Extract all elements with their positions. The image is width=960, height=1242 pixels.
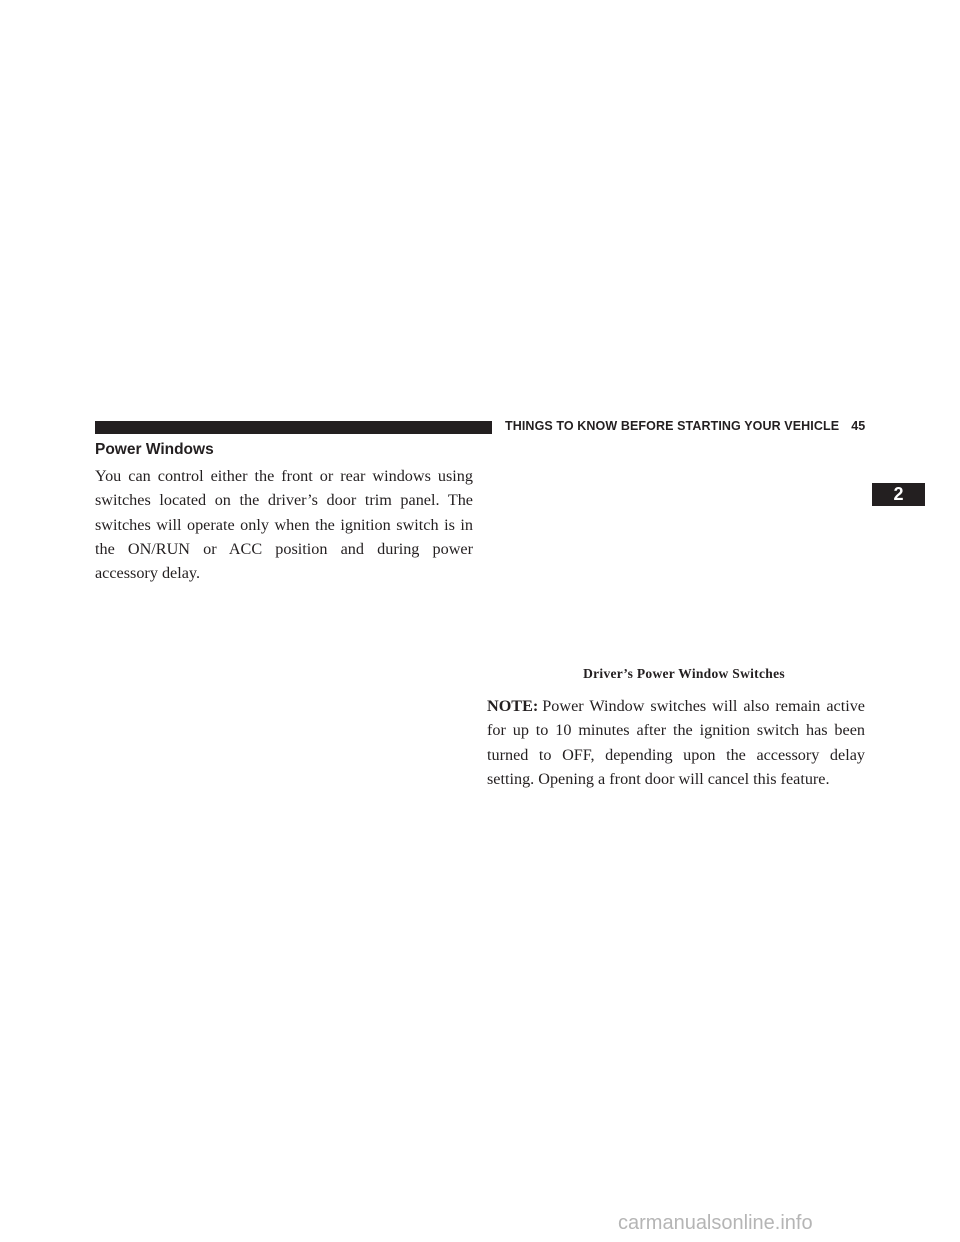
- running-header-title: THINGS TO KNOW BEFORE STARTING YOUR VEHICLE: [505, 419, 840, 433]
- note-label: NOTE:: [487, 697, 539, 715]
- note-text: Power Window switches will also remain active for up to 10 minutes after the ignition switch has been turned to OFF, depending upon the accessory delay setting. Opening a front door will cancel this feature.: [487, 697, 865, 788]
- page-number: 45: [851, 419, 866, 433]
- chapter-tab: 2: [872, 483, 925, 506]
- watermark-link[interactable]: carmanualsonline.info: [618, 1212, 813, 1234]
- note-paragraph: [487, 694, 865, 791]
- section-heading: Power Windows: [95, 441, 214, 458]
- running-header: [505, 419, 865, 435]
- figure-image-area: [505, 465, 863, 655]
- body-paragraph: You can control either the front or rear windows using switches located on the driver’s door trim panel. The switches will operate only when the ignition switch is in the ON/RUN or ACC position and during power accessory delay.: [95, 467, 473, 583]
- header-rule-bar: [95, 421, 492, 434]
- figure-caption: Driver’s Power Window Switches: [583, 666, 785, 681]
